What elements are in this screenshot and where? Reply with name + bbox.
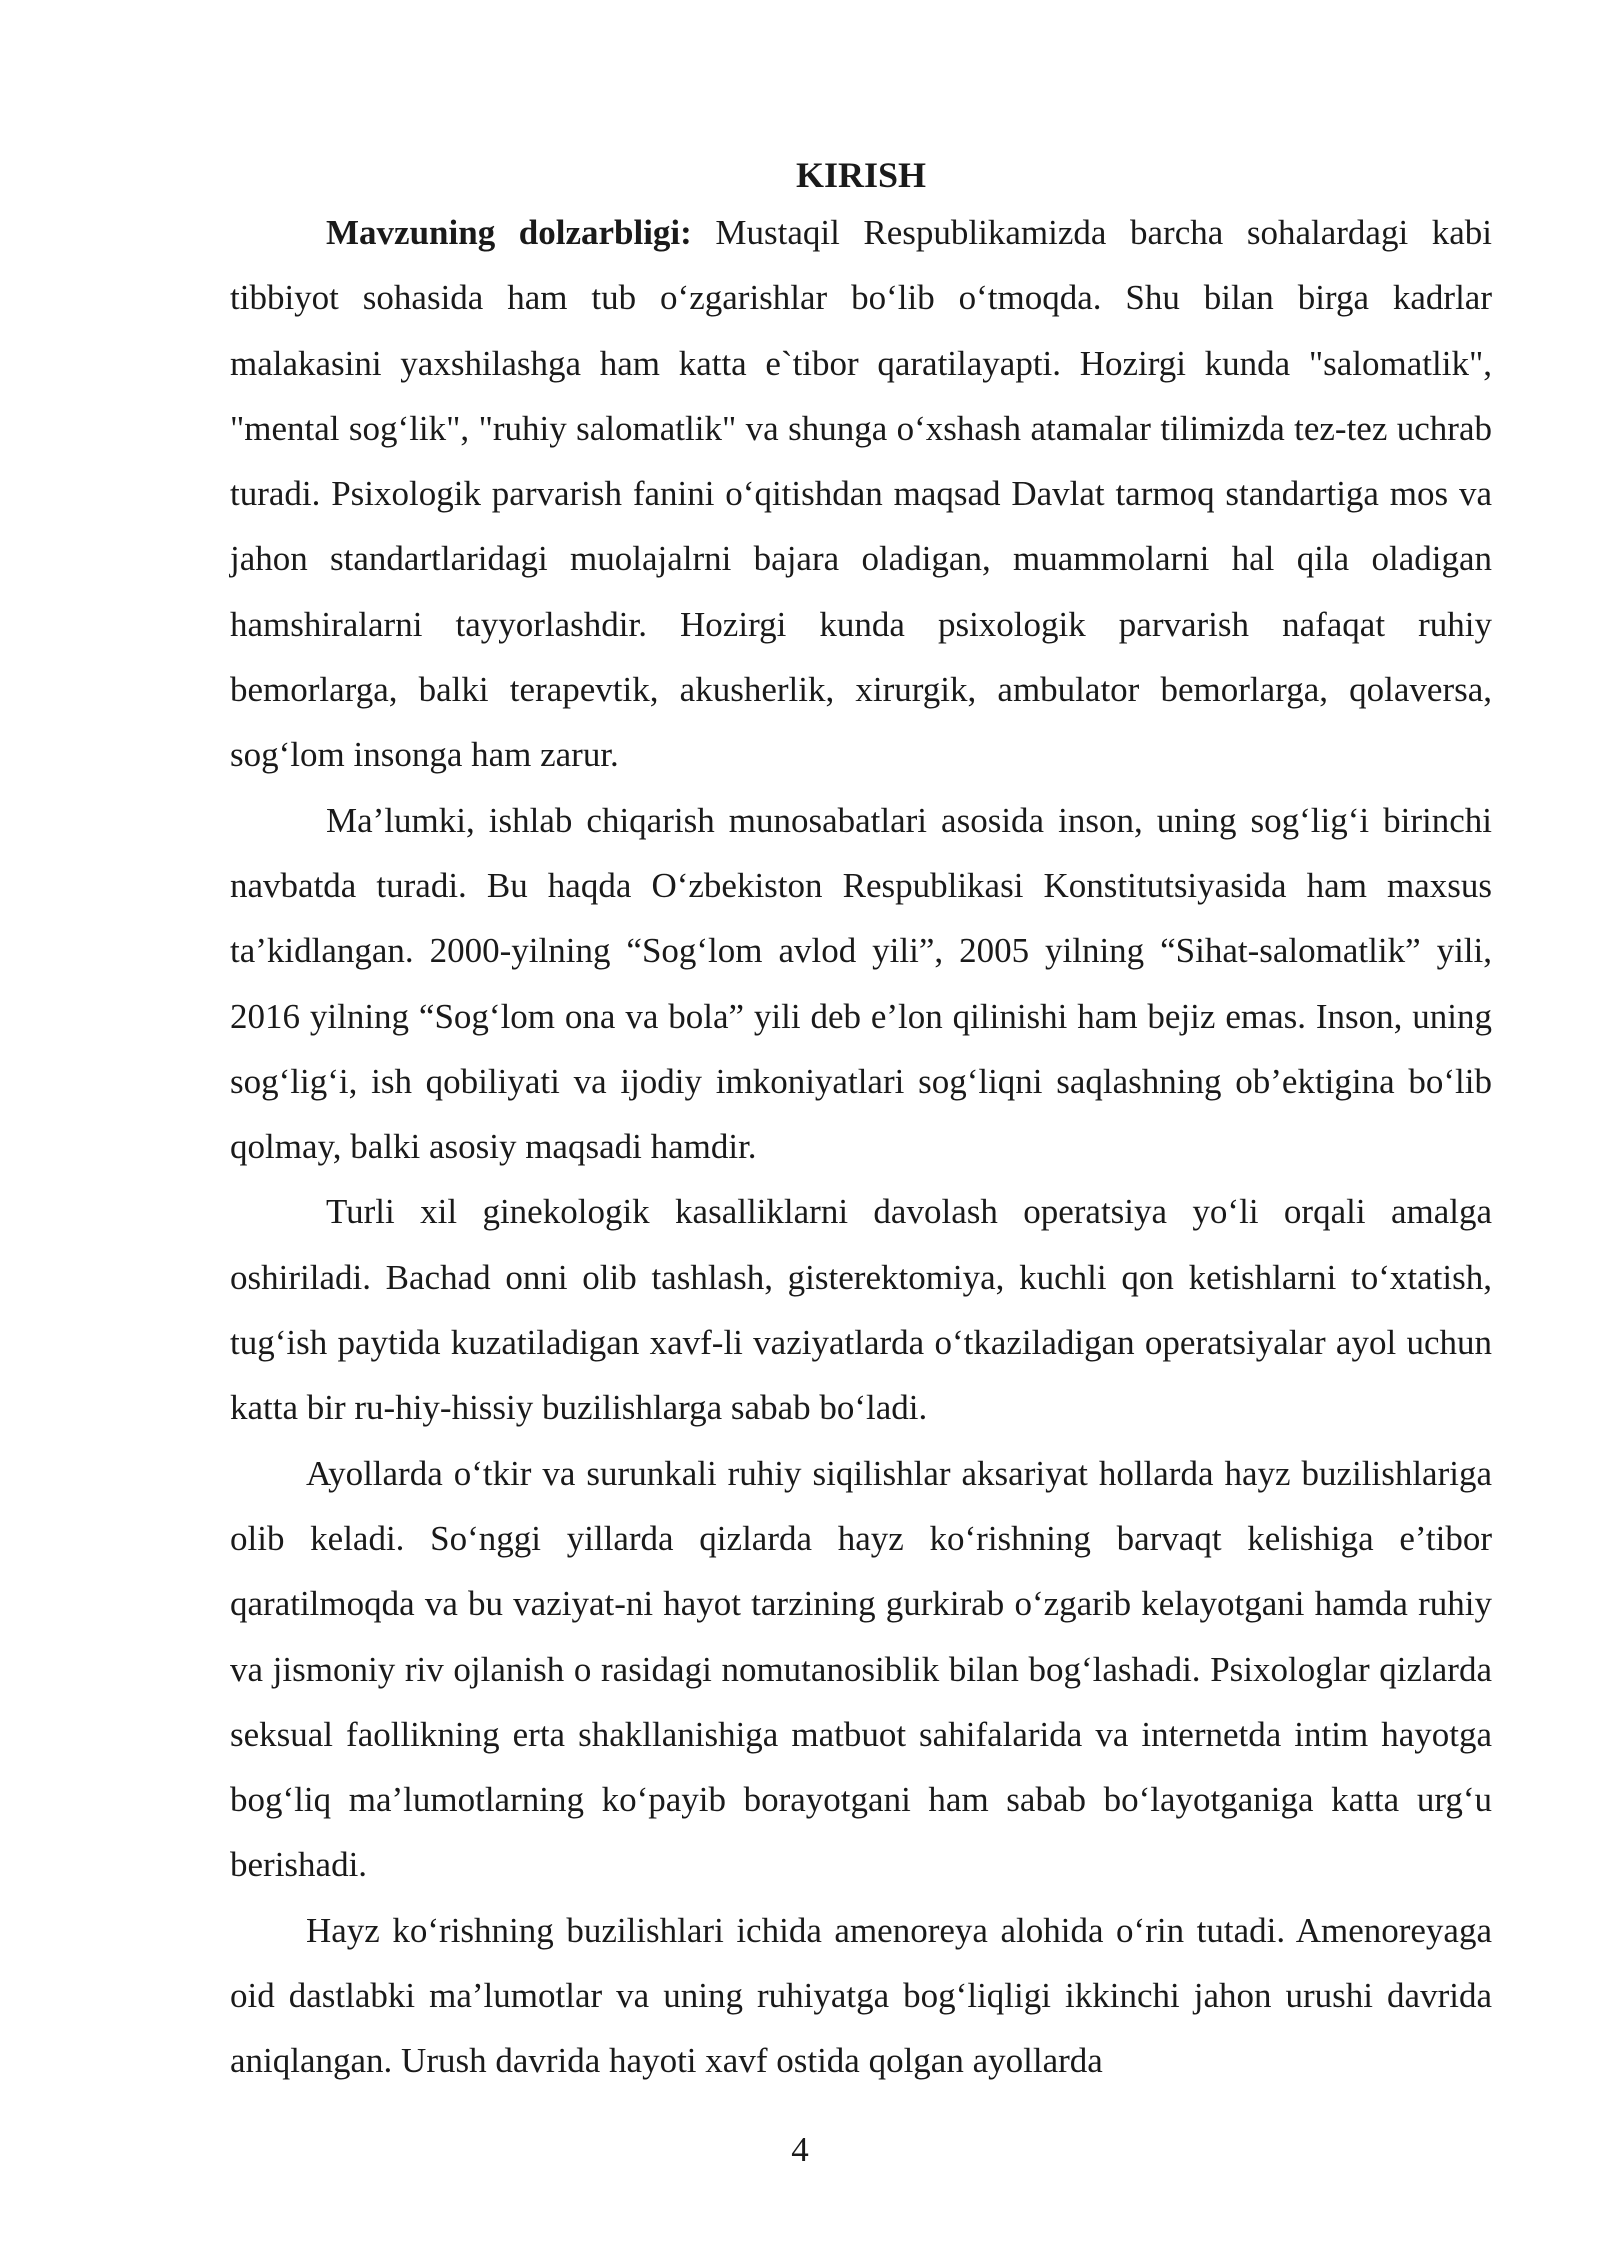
paragraph-lead: Mavzuning dolzarbligi: (326, 213, 692, 252)
paragraph-amenorrhea: Hayz ko‘rishning buzilishlari ichida amenoreya alohida o‘rin tutadi. Amenoreyaga oid dastlabki ma’lumotlar va uning ruhiyatga bog‘liqligi ikkinchi jahon urushi davrida aniqlangan. Urush davrida hayoti xavf ostida qolgan ayollarda (230, 1910, 1492, 2081)
paragraph-health: Ma’lumki, ishlab chiqarish munosabatlari asosida inson, uning sog‘lig‘i birinchi navbatda turadi. Bu haqda O‘zbekiston Respublikasi Konstitutsiyasida ham maxsus ta’kidlangan. 2000-yilning “Sog‘lom avlod yili”, 2005 yilning “Sihat-salomatlik” yili, 2016 yilning “Sog‘lom ona va bola” yili deb e’lon qilinishi ham bejiz emas. Inson, uning sog‘lig‘i, ish qobiliyati va ijodiy imkoniyatlari sog‘liqni saqlashning ob’ektigina bo‘lib qolmay, balki asosiy maqsadi hamdir. (230, 800, 1492, 1167)
paragraph-surgery: Turli xil ginekologik kasalliklarni davolash operatsiya yo‘li orqali amalga oshiriladi. Bachad onni olib tashlash, gisterektomiya, kuchli qon ketishlarni to‘xtatish, tug‘ish paytida kuzatiladigan xavf-li vaziyatlarda o‘tkaziladigan operatsiyalar ayol uchun katta bir ru-hiy-hissiy buzilishlarga sabab bo‘ladi. (230, 1192, 1492, 1428)
paragraph-relevance (230, 200, 1492, 788)
section-title: KIRISH (795, 155, 927, 195)
paragraph-text: Mustaqil Respublikamizda barcha sohalardagi kabi tibbiyot sohasida ham tub o‘zgarishlar bo‘lib o‘tmoqda. Shu bilan birga kadrlar malakasini yaxshilashga ham katta e`tibor qaratilayapti. Hozirgi kunda "salomatlik", "mental sog‘lik", "ruhiy salomatlik" va shunga o‘xshash atamalar tilimizda tez-tez uchrab turadi. Psixologik parvarish fanini o‘qitishdan maqsad Davlat tarmoq standartiga mos va jahon standartlaridagi muolajalrni bajara oladigan, muammolarni hal qila oladigan hamshiralarni tayyorlashdir. Hozirgi kunda psixologik parvarish nafaqat ruhiy bemorlarga, balki terapevtik, akusherlik, xirurgik, ambulator bemorlarga, qolaversa, sog‘lom insonga ham zarur. (230, 213, 1493, 775)
page-content (230, 150, 1492, 2094)
page-number: 4 (791, 2130, 809, 2169)
paragraph-stress: Ayollarda o‘tkir va surunkali ruhiy siqilishlar aksariyat hollarda hayz buzilishlariga olib keladi. So‘nggi yillarda qizlarda hayz ko‘rishning barvaqt kelishiga e’tibor qaratilmoqda va bu vaziyat-ni hayot tarzining gurkirab o‘zgarib kelayotgani hamda ruhiy va jismoniy riv ojlanish o rasidagi nomutanosiblik bilan bog‘lashadi. Psixologlar qizlarda seksual faollikning erta shakllanishiga matbuot sahifalarida va internetda intim hayotga bog‘liq ma’lumotlarning ko‘payib borayotgani ham sabab bo‘layotganiga katta urg‘u berishadi. (230, 1453, 1492, 1885)
